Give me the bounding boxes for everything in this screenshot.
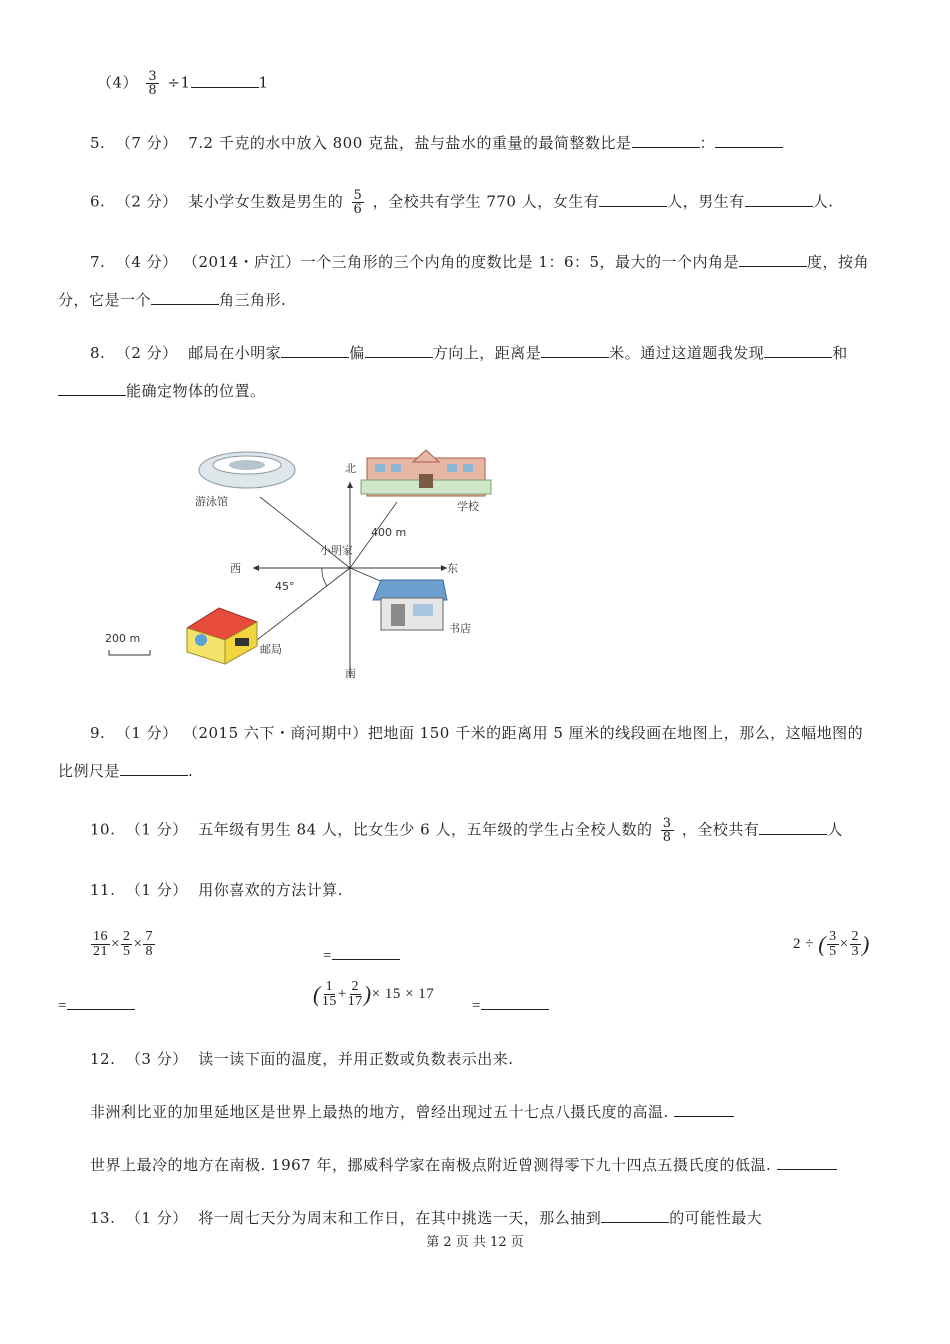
- question-6: 6. （2 分） 某小学女生数是男生的 $\frac{5}{6}$ ，全校共有学生 770 人，女生有 人，男生有 人.: [90, 188, 834, 217]
- question-13: 13. （1 分） 将一周七天分为周末和工作日，在其中挑选一天，那么抽到 的可能性最大: [90, 1209, 763, 1227]
- question-12: 12. （3 分） 读一读下面的温度，并用正数或负数表示出来.: [90, 1050, 514, 1068]
- question-8: 8. （2 分） 邮局在小明家 偏 方向上，距离是 米。通过这道题我发现 和: [90, 344, 848, 362]
- question-4: [97, 70, 269, 97]
- q11-expression-2: 2 ÷ ( $\frac{3}{5}$ × $\frac{2}{3}$ ): [793, 929, 870, 959]
- scale-label: 200 m: [105, 632, 141, 645]
- q8-blank-4[interactable]: [764, 343, 832, 358]
- bookstore-label: 书店: [449, 622, 471, 635]
- q11-answer-2: =: [58, 995, 135, 1015]
- q6-fraction: $\frac{5}{6}$: [353, 188, 363, 217]
- q8-blank-2[interactable]: [365, 343, 433, 358]
- school-icon: [361, 450, 491, 496]
- post-office-icon: [187, 608, 257, 664]
- angle-label: 45°: [275, 580, 295, 593]
- q11-blank-2[interactable]: [67, 995, 135, 1010]
- q8-blank-3[interactable]: [541, 343, 609, 358]
- q8-blank-1[interactable]: [281, 343, 349, 358]
- school-label: 学校: [457, 500, 479, 513]
- q6-blank-1[interactable]: [599, 192, 667, 207]
- q6-blank-2[interactable]: [745, 192, 813, 207]
- bookstore-icon: [373, 580, 447, 630]
- question-5: 5. （7 分） 7.2 千克的水中放入 800 克盐，盐与盐水的重量的最简整数比是 ：: [90, 132, 783, 153]
- pool-icon: [199, 452, 295, 488]
- question-7-line-2: 分，它是一个 角三角形.: [58, 291, 287, 309]
- ray-to-pool: [260, 497, 350, 568]
- question-8-line-2: 能确定物体的位置。: [58, 380, 266, 401]
- question-10: 10. （1 分） 五年级有男生 84 人，比女生少 6 人，五年级的学生占全校人数的 $\frac{3}{8}$ ，全校共有 人: [90, 816, 843, 845]
- q10-blank[interactable]: [759, 820, 827, 835]
- q10-fraction: $\frac{3}{8}$: [662, 816, 672, 845]
- q13-blank[interactable]: [601, 1208, 669, 1223]
- question-7: 7. （4 分） （2014・庐江）一个三角形的三个内角的度数比是 1：6：5，最大的一个内角是 度，按角: [90, 253, 870, 271]
- q11-blank-3[interactable]: [481, 995, 549, 1010]
- question-9-line-2: 比例尺是 .: [58, 762, 194, 780]
- q8-blank-5[interactable]: [58, 381, 126, 396]
- q11-blank-1[interactable]: [332, 945, 400, 960]
- pool-label: 游泳馆: [195, 495, 228, 508]
- scale-bar: [109, 650, 150, 655]
- q7-blank-2[interactable]: [151, 290, 219, 305]
- question-12-item-2: 世界上最冷的地方在南极. 1967 年，挪威科学家在南极点附近曾测得零下九十四点五摄氏度的低温.: [90, 1154, 837, 1175]
- north-label: 北: [345, 462, 356, 475]
- q12-blank-2[interactable]: [777, 1155, 837, 1170]
- q11-answer-3: =: [472, 995, 549, 1015]
- q9-blank[interactable]: [120, 761, 188, 776]
- angle-arc: [322, 568, 327, 586]
- question-12-item-1: 非洲利比亚的加里延地区是世界上最热的地方，曾经出现过五十七点八摄氏度的高温.: [90, 1101, 734, 1122]
- q4-blank[interactable]: [191, 73, 259, 88]
- question-9: 9. （1 分） （2015 六下・商河期中）把地面 150 千米的距离用 5 厘米的线段画在地图上，那么，这幅地图的: [90, 724, 864, 742]
- west-label: 西: [230, 562, 241, 575]
- q11-expression-1: $\frac{16}{21}$ × $\frac{2}{5}$ × $\frac{7}{8}$: [93, 929, 153, 959]
- south-label: 南: [345, 667, 356, 680]
- distance-label: 400 m: [371, 526, 407, 539]
- east-label: 东: [447, 562, 458, 575]
- q4-tail: 1: [258, 73, 269, 92]
- home-label: 小明家: [320, 544, 353, 557]
- ray-to-post: [257, 568, 350, 640]
- post-office-label: 邮局: [260, 643, 282, 656]
- q4-label: （4）: [97, 73, 139, 92]
- direction-map-diagram: [95, 440, 515, 690]
- q4-fraction: $\frac{3}{8}$: [148, 69, 158, 98]
- q7-blank-1[interactable]: [739, 252, 807, 267]
- q5-blank-2[interactable]: [715, 133, 783, 148]
- ray-to-bookstore: [350, 568, 385, 583]
- q4-op: ÷1: [167, 73, 191, 92]
- q12-blank-1[interactable]: [674, 1102, 734, 1117]
- q11-answer-1: =: [323, 945, 400, 965]
- q5-blank-1[interactable]: [632, 133, 700, 148]
- page-footer: 第 2 页 共 12 页: [426, 1235, 524, 1250]
- question-11: 11. （1 分） 用你喜欢的方法计算.: [90, 881, 344, 899]
- q11-expression-3: ( $\frac{1}{15}$ + $\frac{2}{17}$ )× 15 × 17: [313, 979, 435, 1009]
